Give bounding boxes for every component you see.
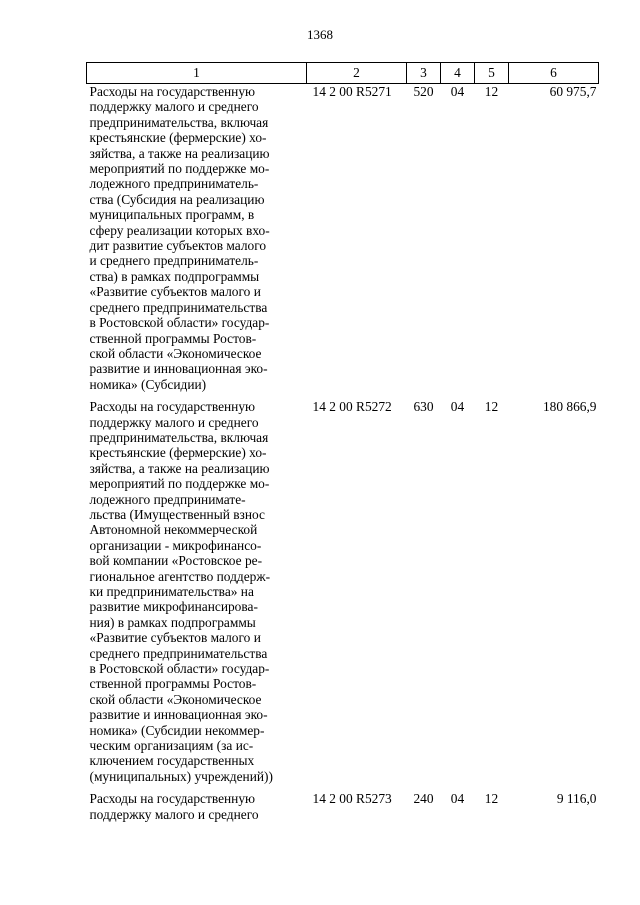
expense-name-line: среднего предпринимательства — [89, 299, 268, 315]
expense-name-line: номика» (Субсидии) — [89, 376, 207, 392]
expense-name-line: (муниципальных) учреждений)) — [89, 768, 273, 784]
page-number: 1368 — [307, 27, 333, 42]
expense-type-cell: 630 — [413, 399, 434, 415]
expense-name-line: развитие и инновационная эко- — [89, 361, 268, 377]
target-article-cell: 14 2 00 R5273 — [312, 791, 392, 807]
amount-cell: 60 975,7 — [549, 84, 597, 99]
header-col-1: 1 — [87, 63, 307, 84]
row-spacer-cell — [87, 392, 599, 399]
section-cell: 04 — [450, 399, 465, 415]
section-cell: 04 — [450, 791, 465, 807]
expense-name-line: крестьянские (фермерские) хо- — [89, 445, 267, 461]
expense-name-line: Расходы на государственную — [89, 84, 256, 99]
expense-name-line: Расходы на государственную — [89, 399, 256, 415]
expense-name-line: среднего предпринимательства — [89, 645, 268, 661]
expense-name-line: «Развитие субъектов малого и — [89, 630, 261, 646]
row-spacer — [87, 784, 599, 791]
expense-type-cell: 240 — [413, 791, 434, 807]
expense-name-line: ской области «Экономическое — [89, 345, 262, 361]
expense-name-line: номика» (Субсидии некоммер- — [89, 722, 265, 738]
table-row — [87, 399, 599, 784]
expense-name-line: вой компании «Ростовское ре- — [89, 553, 263, 569]
expense-name-line: ственной программы Ростов- — [89, 330, 257, 346]
subsection-cell: 12 — [484, 791, 499, 807]
expense-name-cell — [87, 84, 307, 393]
row-spacer — [87, 392, 599, 399]
expense-name-line: поддержку малого и среднего — [89, 99, 259, 115]
expense-name-line: поддержку малого и среднего — [89, 806, 259, 822]
expense-name-line: Автономной некоммерческой — [89, 522, 258, 538]
expense-name-line: мероприятий по поддержке мо- — [89, 161, 270, 177]
expense-name-cell — [87, 399, 307, 784]
expense-name-line: развитие микрофинансирова- — [89, 599, 258, 615]
expense-name-line: развитие и инновационная эко- — [89, 707, 268, 723]
table-header-row — [87, 63, 599, 84]
section-cell: 04 — [450, 84, 465, 99]
expense-name-line: дит развитие субъектов малого — [89, 238, 267, 254]
expense-name-line: зяйства, а также на реализацию — [89, 460, 270, 476]
expense-name-line: ния) в рамках подпрограммы — [89, 614, 256, 630]
table-body — [87, 84, 599, 823]
header-col-4: 4 — [441, 63, 475, 84]
row-spacer-cell — [87, 784, 599, 791]
expense-name-line: ки предпринимательства» на — [89, 584, 254, 599]
header-col-5: 5 — [475, 63, 509, 84]
expense-name-line: предпринимательства, включая — [89, 429, 269, 445]
expense-name-line: Расходы на государственную — [89, 791, 256, 807]
expense-name-line: в Ростовской области» государ- — [89, 315, 270, 331]
subsection-cell: 12 — [484, 399, 499, 415]
target-article-cell: 14 2 00 R5271 — [312, 84, 392, 99]
expense-name-line: ской области «Экономическое — [89, 691, 262, 707]
expense-name-line: гиональное агентство поддерж- — [89, 568, 271, 584]
expense-name-line: и среднего предприниматель- — [89, 253, 259, 269]
expense-name-cell — [87, 791, 307, 822]
expense-name-line: «Развитие субъектов малого и — [89, 284, 261, 300]
subsection-cell: 12 — [484, 84, 499, 99]
budget-table — [86, 62, 599, 822]
expense-name-line: в Ростовской области» государ- — [89, 661, 270, 677]
expense-name-line: зяйства, а также на реализацию — [89, 145, 270, 161]
expense-type-cell: 520 — [413, 84, 434, 99]
expense-name-line: крестьянские (фермерские) хо- — [89, 130, 267, 146]
expense-name-line: поддержку малого и среднего — [89, 414, 259, 430]
expense-name-line: лодежного предпринимате- — [89, 491, 246, 507]
header-col-6: 6 — [509, 63, 599, 84]
amount-cell: 9 116,0 — [556, 791, 597, 807]
expense-name-line: муниципальных программ, в — [89, 207, 255, 223]
expense-name-line: ключением государственных — [89, 753, 255, 769]
expense-name-line: предпринимательства, включая — [89, 114, 269, 130]
expense-name-line: льства (Имущественный взнос — [89, 506, 265, 522]
target-article-cell: 14 2 00 R5272 — [312, 399, 392, 415]
amount-cell: 180 866,9 — [542, 399, 597, 415]
expense-name-line: ственной программы Ростов- — [89, 676, 257, 692]
expense-name-line: сферу реализации которых вхо- — [89, 222, 270, 238]
header-col-2: 2 — [307, 63, 407, 84]
table-row — [87, 84, 599, 393]
expense-name-line: ческим организациям (за ис- — [89, 738, 254, 754]
expense-name-line: ства) в рамках подпрограммы — [89, 268, 260, 284]
expense-name-line: лодежного предприниматель- — [89, 176, 259, 192]
expense-name-line: организации - микрофинансо- — [89, 537, 262, 553]
expense-name-line: мероприятий по поддержке мо- — [89, 476, 270, 492]
table-row — [87, 791, 599, 822]
header-col-3: 3 — [407, 63, 441, 84]
expense-name-line: ства (Субсидия на реализацию — [89, 191, 265, 207]
